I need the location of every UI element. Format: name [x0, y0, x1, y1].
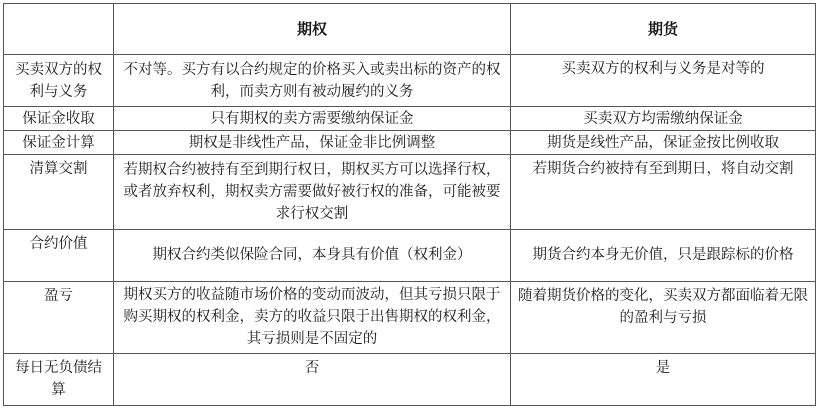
futures-cell: 期货是线性产品，保证金按比例收取: [511, 131, 816, 155]
options-cell: 若期权合约被持有至到期行权日，期权买方可以选择行权，或者放弃权利，期权卖方需要做好被行权的准备，可能被要求行权交割: [114, 155, 511, 229]
row-label: 合约价值: [4, 229, 114, 281]
options-cell: 否: [114, 353, 511, 405]
options-cell: 期权合约类似保险合同，本身具有价值（权利金）: [114, 229, 511, 281]
row-label: 买卖双方的权利与义务: [4, 55, 114, 107]
comparison-table-wrapper: [3, 3, 815, 406]
table-row: [4, 229, 816, 281]
header-row: [4, 4, 816, 55]
table-row: [4, 353, 816, 405]
table-row: [4, 107, 816, 131]
futures-cell: 随着期货价格的变化，买卖双方都面临着无限的盈利与亏损: [511, 281, 816, 353]
futures-cell: 买卖双方的权利与义务是对等的: [511, 55, 816, 107]
table-row: [4, 281, 816, 353]
header-futures: 期货: [511, 4, 816, 55]
row-label: 保证金收取: [4, 107, 114, 131]
row-label: 盈亏: [4, 281, 114, 353]
table-row: [4, 55, 816, 107]
options-cell: 只有期权的卖方需要缴纳保证金: [114, 107, 511, 131]
futures-cell: 是: [511, 353, 816, 405]
futures-cell: 买卖双方均需缴纳保证金: [511, 107, 816, 131]
options-vs-futures-table: [3, 3, 816, 406]
options-cell: 不对等。买方有以合约规定的价格买入或卖出标的资产的权利，而卖方则有被动履约的义务: [114, 55, 511, 107]
futures-cell: 期货合约本身无价值，只是跟踪标的价格: [511, 229, 816, 281]
table-row: [4, 155, 816, 229]
row-label: 清算交割: [4, 155, 114, 229]
table-row: [4, 131, 816, 155]
futures-cell: 若期货合约被持有至到期日，将自动交割: [511, 155, 816, 229]
options-cell: 期权买方的收益随市场价格的变动而波动，但其亏损只限于购买期权的权利金，卖方的收益只限于出售期权的权利金，其亏损则是不固定的: [114, 281, 511, 353]
row-label: 每日无负债结算: [4, 353, 114, 405]
header-corner: [4, 4, 114, 55]
options-cell: 期权是非线性产品，保证金非比例调整: [114, 131, 511, 155]
header-options: 期权: [114, 4, 511, 55]
row-label: 保证金计算: [4, 131, 114, 155]
